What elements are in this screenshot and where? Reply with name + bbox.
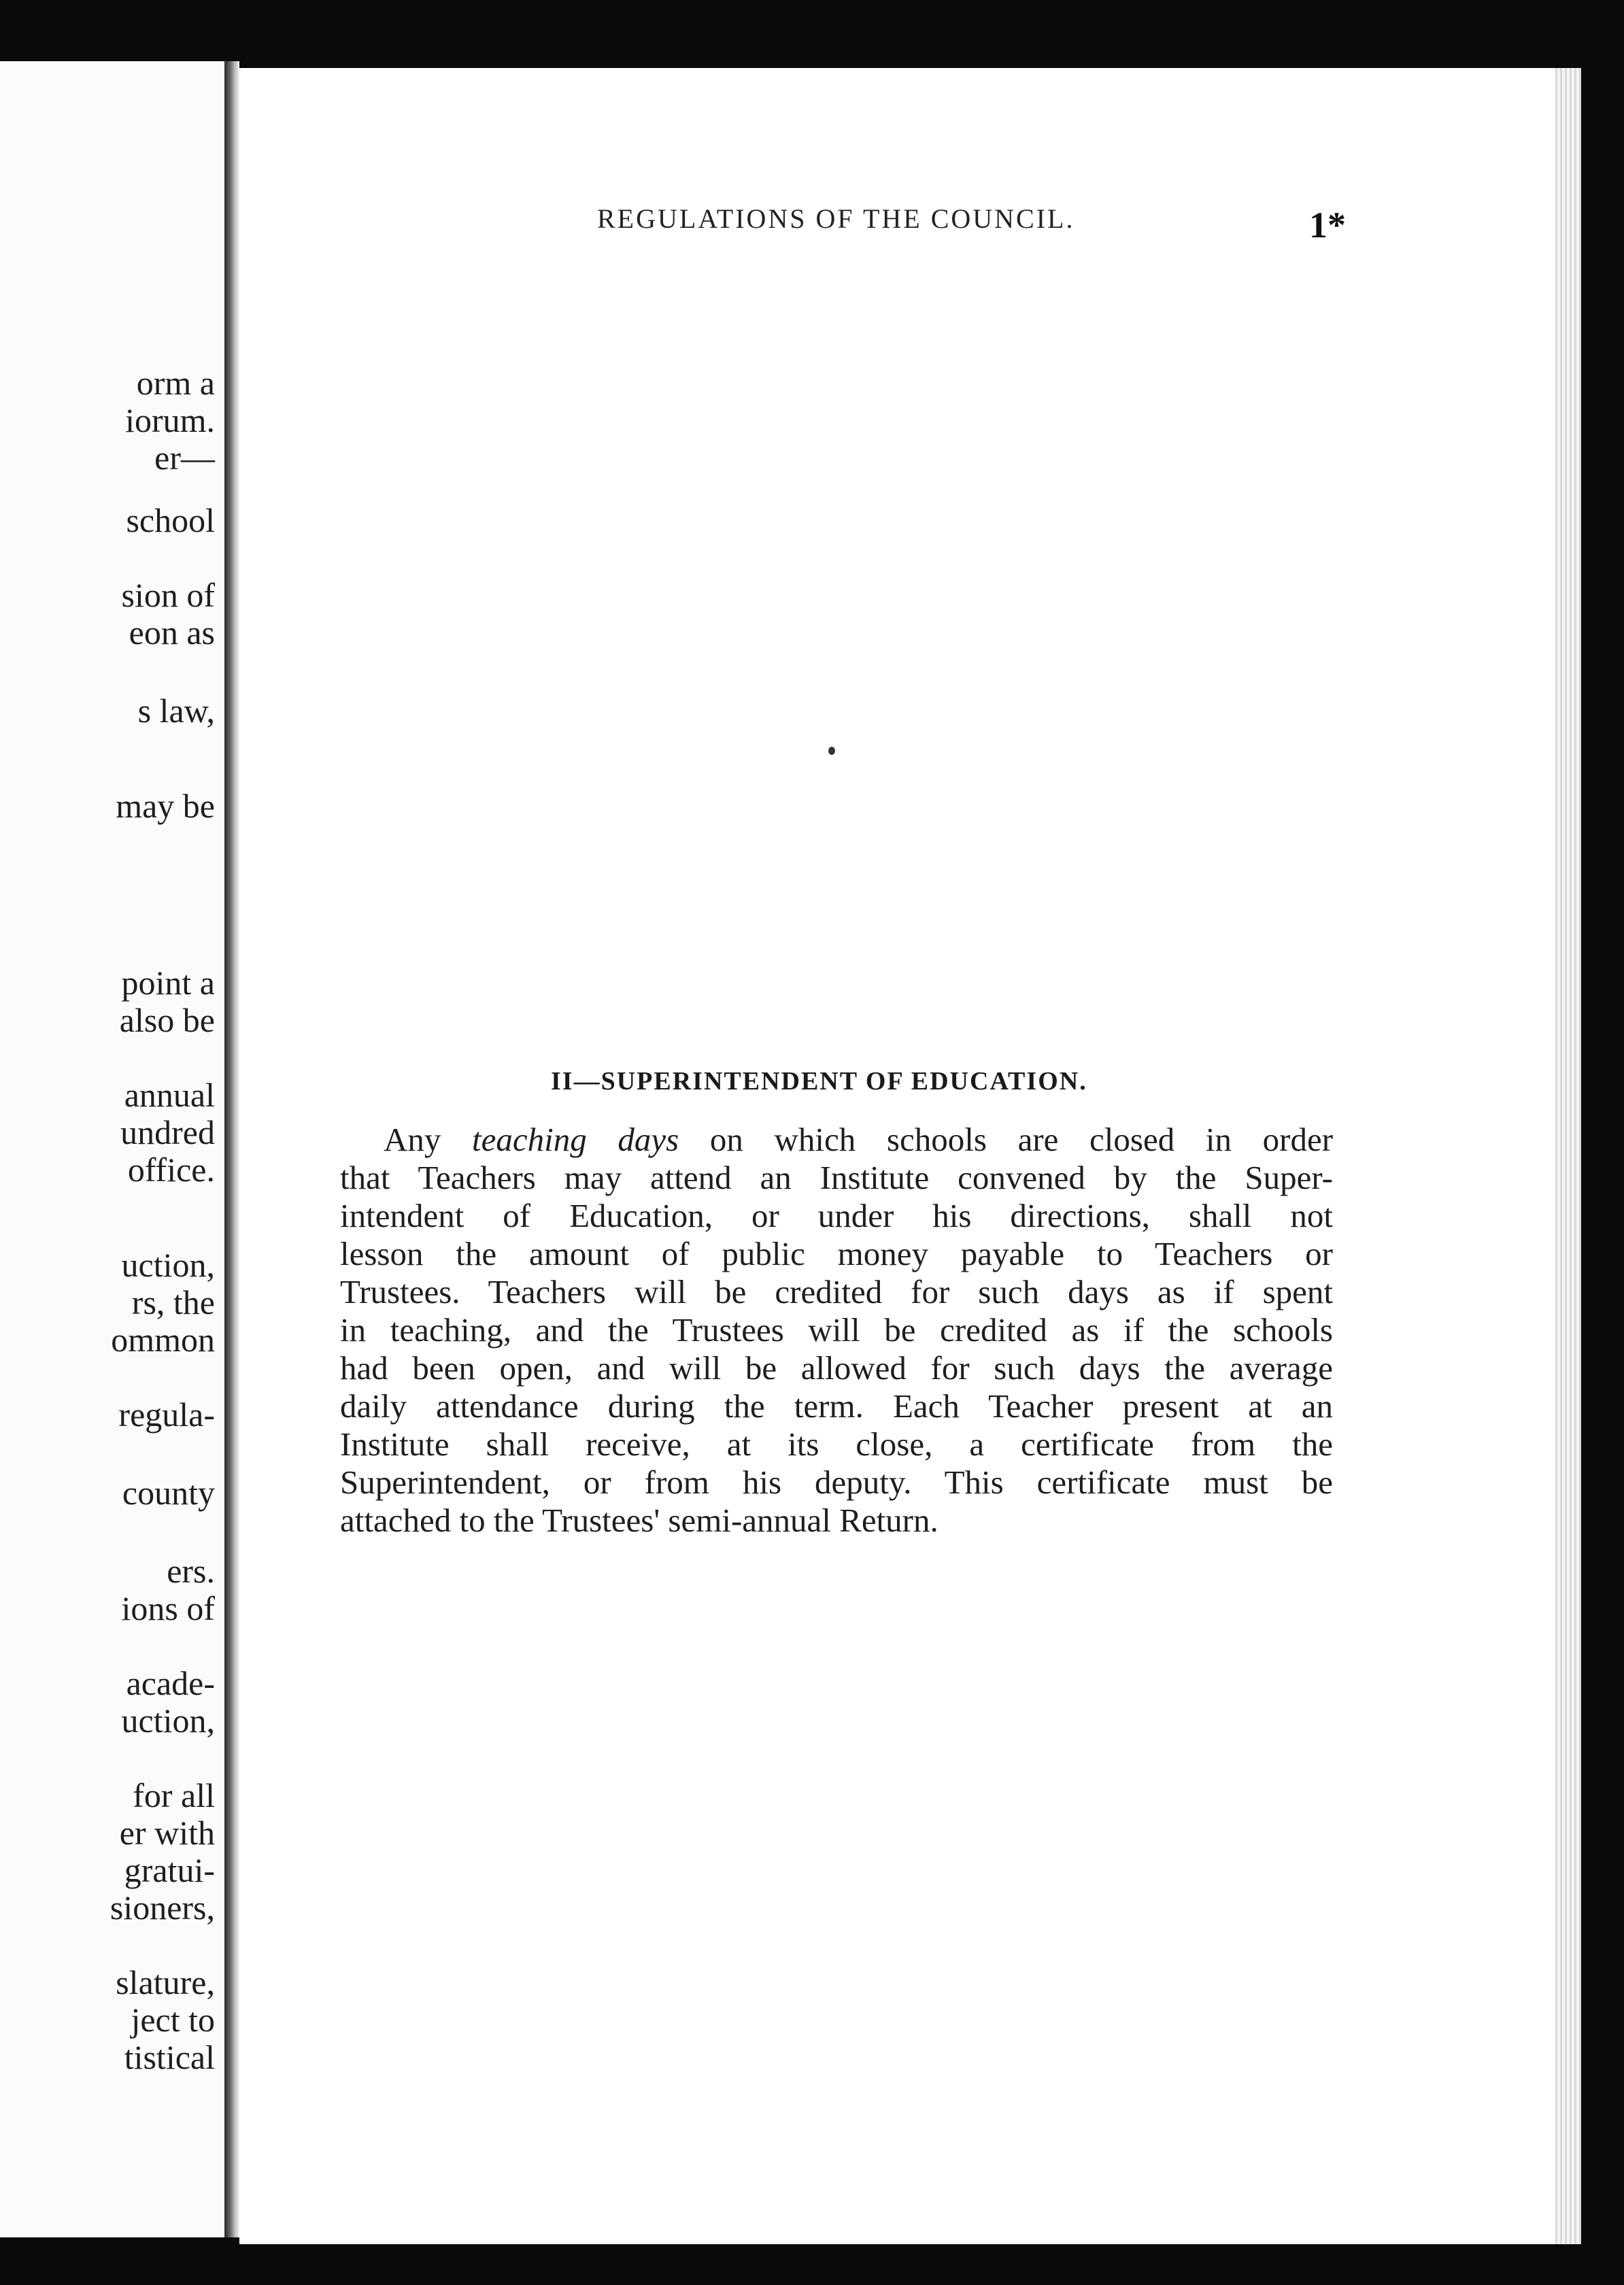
left-line: s law,	[137, 692, 215, 730]
page-edge	[1555, 68, 1581, 2244]
left-line: ions of	[121, 1589, 215, 1627]
ink-speck	[828, 747, 835, 755]
left-line: undred	[120, 1113, 215, 1151]
left-line: ers.	[167, 1552, 215, 1590]
left-line: orm a	[136, 364, 215, 402]
paragraph-line: attached to the Trustees' semi-annual Return.	[340, 1502, 938, 1539]
left-line: point a	[121, 964, 215, 1002]
paragraph-line: intendent of Education, or under his directions, shall not	[340, 1197, 1333, 1234]
left-line: sioners,	[109, 1889, 215, 1927]
left-line: gratui-	[124, 1851, 215, 1889]
left-line: school	[126, 501, 215, 539]
left-line: ommon	[111, 1321, 215, 1359]
left-line: eon as	[129, 613, 215, 651]
left-line: uction,	[121, 1702, 215, 1740]
paragraph-line: daily attendance during the term. Each Teacher present at an	[340, 1387, 1333, 1425]
left-line: er with	[119, 1814, 215, 1852]
paragraph-line: Institute shall receive, at its close, a certificate from the	[340, 1425, 1333, 1463]
paragraph-line	[340, 1121, 1333, 1159]
left-line: slature,	[116, 1963, 215, 2001]
line-text: Any	[384, 1121, 473, 1158]
left-line: iorum.	[125, 401, 215, 439]
paragraph-line: that Teachers may attend an Institute convened by the Super-	[340, 1159, 1333, 1196]
left-line: for all	[133, 1776, 215, 1814]
running-head: REGULATIONS OF THE COUNCIL.	[597, 203, 1075, 234]
book-gutter	[224, 61, 239, 2237]
left-line: may be	[116, 787, 215, 825]
paragraph-line: Trustees. Teachers will be credited for such days as if spent	[340, 1273, 1333, 1310]
right-page	[239, 68, 1555, 2244]
left-line: county	[122, 1474, 215, 1512]
left-line: ject to	[131, 2001, 215, 2039]
paragraph-line: in teaching, and the Trustees will be credited as if the schools	[340, 1311, 1333, 1349]
left-line: sion of	[121, 576, 215, 614]
paragraph-line: Superintendent, or from his deputy. This certificate must be	[340, 1463, 1333, 1501]
left-line: acade-	[126, 1664, 215, 1702]
left-line: annual	[124, 1076, 215, 1114]
left-page	[0, 61, 224, 2237]
left-line: office.	[127, 1151, 215, 1189]
emphasis-text: teaching days	[472, 1121, 679, 1158]
paragraph-line: lesson the amount of public money payable to Teachers or	[340, 1235, 1333, 1272]
left-line: er—	[154, 439, 215, 477]
left-line: regula-	[118, 1395, 215, 1434]
left-line: tistical	[124, 2038, 215, 2076]
line-text: on which schools are closed in order	[679, 1121, 1334, 1158]
paragraph-line: had been open, and will be allowed for such days the average	[340, 1349, 1333, 1387]
left-line: also be	[119, 1001, 215, 1039]
section-heading: II—SUPERINTENDENT OF EDUCATION.	[551, 1067, 1087, 1096]
left-line: uction,	[121, 1246, 215, 1284]
page-number: 1*	[1309, 205, 1346, 246]
left-line: rs, the	[131, 1283, 215, 1321]
